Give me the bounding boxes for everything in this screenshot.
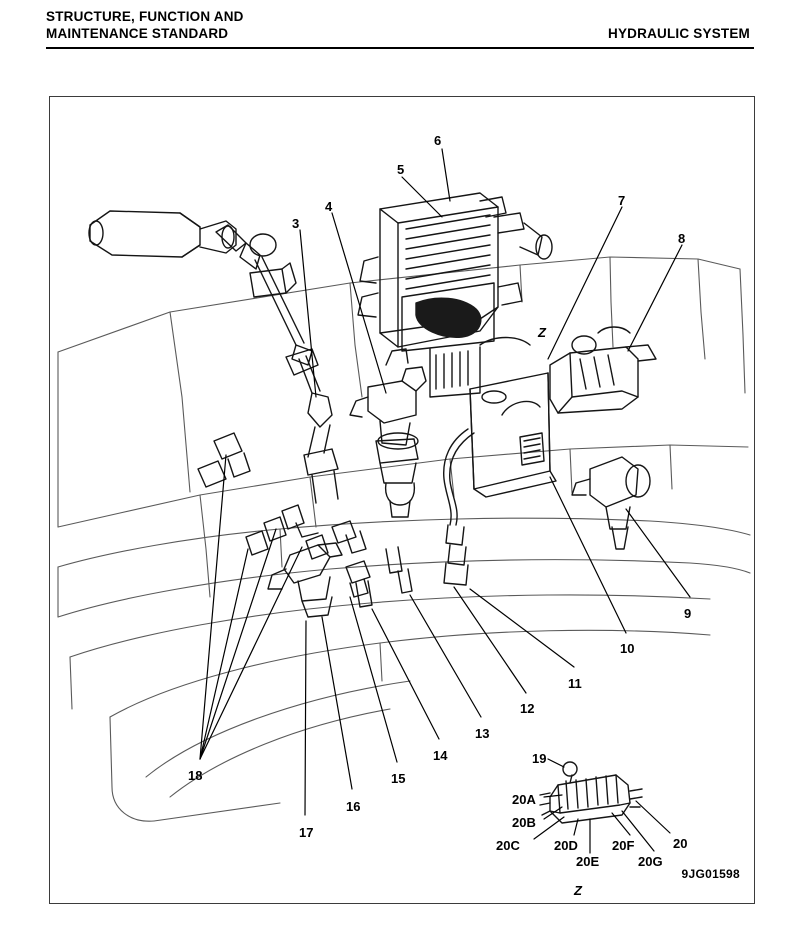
callout-6: 6	[434, 133, 442, 148]
callout-15: 15	[391, 771, 406, 786]
figure-illustration	[50, 97, 754, 903]
callout-8: 8	[678, 231, 686, 246]
callout-20G: 20G	[638, 854, 663, 869]
callout-20F: 20F	[612, 838, 635, 853]
page-title-line-1: STRUCTURE, FUNCTION AND	[46, 9, 244, 24]
callout-4: 4	[325, 199, 333, 214]
callout-7: 7	[618, 193, 626, 208]
callout-9: 9	[684, 606, 692, 621]
callout-20: 20	[673, 836, 688, 851]
header-divider	[46, 47, 754, 49]
inline-mark-z: Z	[538, 325, 546, 340]
callout-11: 11	[568, 676, 582, 691]
figure-code: 9JG01598	[681, 867, 740, 881]
page-title	[46, 8, 244, 42]
page-title-line-2: MAINTENANCE STANDARD	[46, 26, 229, 41]
callout-18: 18	[188, 768, 203, 783]
callout-5: 5	[397, 162, 405, 177]
figure-frame	[49, 96, 755, 904]
callout-17: 17	[299, 825, 314, 840]
callout-20C: 20C	[496, 838, 520, 853]
callout-13: 13	[475, 726, 490, 741]
callout-14: 14	[433, 748, 448, 763]
callout-12: 12	[520, 701, 535, 716]
callout-3: 3	[292, 216, 300, 231]
callout-20A: 20A	[512, 792, 536, 807]
callout-10: 10	[620, 641, 635, 656]
callout-20E: 20E	[576, 854, 600, 869]
callout-16: 16	[346, 799, 361, 814]
callout-19: 19	[532, 751, 547, 766]
callout-20D: 20D	[554, 838, 578, 853]
detail-mark-z: Z	[574, 883, 582, 898]
page-header	[46, 8, 754, 52]
callout-20B: 20B	[512, 815, 536, 830]
section-title: HYDRAULIC SYSTEM	[608, 26, 750, 41]
